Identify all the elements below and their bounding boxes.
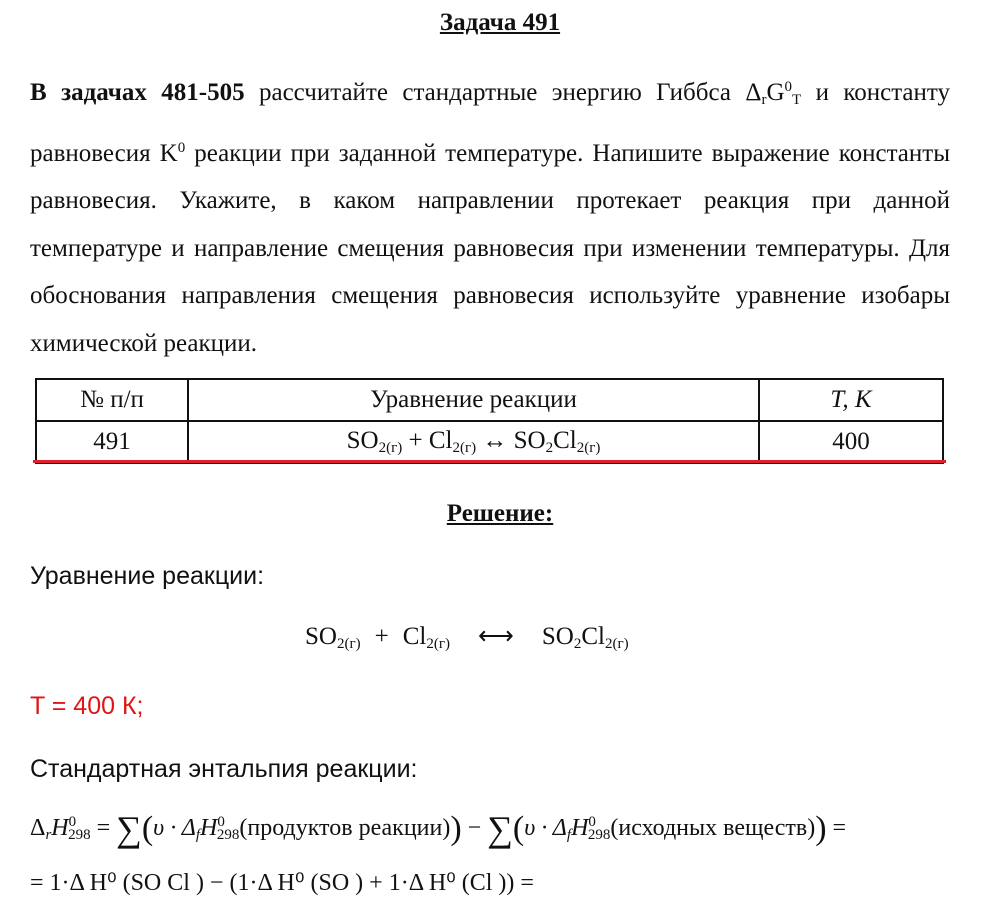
f-h-1: H [200, 815, 218, 841]
task-description [30, 64, 950, 367]
sub-t: T [792, 92, 802, 108]
temperature-line: T = 400 К; [30, 692, 144, 720]
f-sum-2: ∑ [487, 809, 513, 849]
f-tail: = [826, 815, 847, 841]
enthalpy-formula: $\Delta_rH^0_{298} = \sum(\upsilon$ · $\Delta_fH^0_{298}(продуктов$ реакции)) − $\sum(\upsilon \cdot \Delta_fH^0_{298}(исходных$ веществ)) = [30, 809, 847, 849]
f-sup0-2: 0 [588, 814, 596, 830]
table-header-row [36, 379, 943, 421]
r-so2: SO [305, 623, 337, 650]
task-range: В задачах 481-505 [30, 79, 245, 106]
red-underline [33, 460, 946, 463]
f-sup0-1: 0 [217, 814, 225, 830]
cell-equation [188, 421, 759, 463]
header-temperature-text: T, K [830, 386, 872, 413]
r-cl2: Cl [402, 623, 427, 650]
cell-number: 491 [36, 421, 188, 463]
f-minus: − [461, 815, 488, 841]
eq-plus-cl: + Cl [402, 427, 453, 454]
reaction-equation [305, 621, 629, 653]
eq-arrow-so: ↔ SO [476, 427, 546, 454]
table-row [36, 421, 943, 463]
r-so2-sub: 2(г) [336, 636, 361, 652]
header-temperature [759, 379, 943, 421]
f-sub-r: r [45, 827, 52, 843]
reaction-table [35, 378, 944, 464]
f-h: H [51, 815, 69, 841]
r-arrow: ⟷ [478, 623, 514, 650]
r-so-sub: 2 [573, 636, 582, 652]
r-cl-sub: 2(г) [604, 636, 629, 652]
f-sub-f-2: f [566, 827, 572, 843]
f-sub-f-1: f [195, 827, 201, 843]
task-text-3: реакции при заданной температуре. Напишите выражение константы равновесия. Укажите, в каком направлении протекает реакция при данной температуре и направление смещения равновесия при изменении температуры. Для обоснования направления смещения равновесия используйте уравнение изобары химической реакции. [30, 139, 951, 357]
enthalpy-label: Стандартная энтальпия реакции: [30, 755, 418, 783]
reaction-label: Уравнение реакции: [30, 562, 265, 590]
f-sup0: 0 [68, 814, 77, 830]
f-sub298-1: 298 [216, 827, 240, 843]
header-equation: Уравнение реакции [188, 379, 759, 421]
f-h-2: H [571, 815, 589, 841]
f-eq: = [90, 815, 117, 841]
header-number: № п/п [36, 379, 188, 421]
eq-cl: Cl [553, 427, 577, 454]
f-products: (продуктов реакции) [239, 815, 451, 841]
f-sub298-2: 298 [587, 827, 611, 843]
cell-temperature: 400 [759, 421, 943, 463]
sub-r: r [761, 92, 767, 108]
eq-so2cl2-sub2: 2(г) [576, 440, 601, 456]
eq-cl2-sub: 2(г) [452, 440, 477, 456]
sup-0: 0 [784, 79, 792, 95]
task-text-2: и константу равновесия K [30, 79, 950, 167]
r-so: SO [541, 623, 574, 650]
task-title: Задача 491 [439, 9, 561, 36]
r-cl2-sub: 2(г) [426, 636, 451, 652]
solution-title: Решение: [446, 500, 554, 527]
task-text-1: рассчитайте стандартные энергию Гиббса Δ [244, 79, 762, 106]
eq-so2: SO [346, 427, 379, 454]
enthalpy-formula-line2: = 1·Δ H⁰ (SO Cl ) − (1·Δ H⁰ (SO ) + 1·Δ H⁰ (Cl )) = [30, 870, 534, 896]
f-nu-2: υ · Δ [524, 815, 567, 841]
f-reactants: (исходных веществ) [610, 815, 816, 841]
eq-so2cl2-sub1: 2 [545, 440, 554, 456]
f-sub298: 298 [68, 827, 91, 843]
sup-k0: 0 [177, 139, 186, 156]
f-sum-1: ∑ [116, 809, 142, 849]
gibbs-g: G [766, 79, 785, 106]
f-nu-1: υ · Δ [153, 815, 196, 841]
f-delta: Δ [30, 815, 46, 841]
r-plus: + [374, 623, 389, 650]
r-cl: Cl [581, 623, 605, 650]
eq-so2-sub: 2(г) [378, 440, 403, 456]
